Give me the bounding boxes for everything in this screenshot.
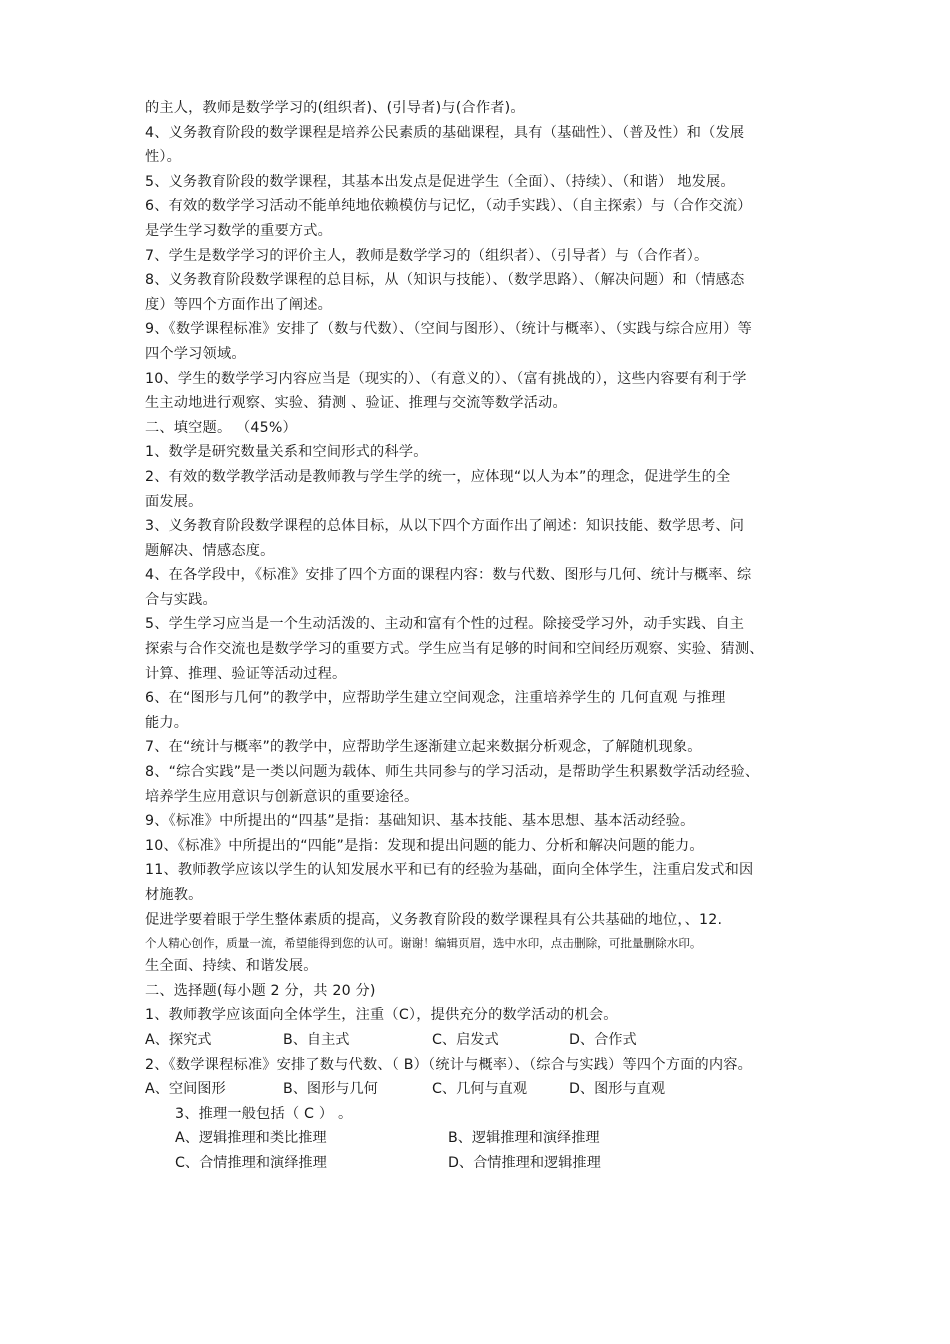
q1-option-c: C、启发式 bbox=[432, 1031, 499, 1048]
q2-options bbox=[145, 1077, 825, 1102]
q1-option-b: B、自主式 bbox=[283, 1031, 350, 1048]
text-line: 能力。 bbox=[145, 714, 189, 731]
text-line: 7、学生是数学学习的评价主人，教师是数学学习的（组织者）、（引导者）与（合作者）。 bbox=[145, 247, 709, 264]
text-line: 材施教。 bbox=[145, 887, 203, 903]
text-line: 题解决、情感态度。 bbox=[145, 542, 275, 559]
text-line: 8、“综合实践”是一类以问题为载体、师生共同参与的学习活动，是帮助学生积累数学活动经验、 bbox=[145, 764, 760, 781]
text-line: 1、数学是研究数量关系和空间形式的科学。 bbox=[145, 444, 428, 461]
text-line: 度）等四个方面作出了阐述。 bbox=[145, 296, 333, 313]
q3-option-b: B、逻辑推理和演绎推理 bbox=[448, 1130, 600, 1147]
text-line: 7、在“统计与概率”的教学中，应帮助学生逐渐建立起来数据分析观念，了解随机现象。 bbox=[145, 739, 702, 756]
text-line: 2、有效的数学教学活动是教师教与学生学的统一，应体现“以人为本”的理念，促进学生的全 bbox=[145, 468, 731, 485]
text-line: 1、教师教学应该面向全体学生，注重（C），提供充分的数学活动的机会。 bbox=[145, 1007, 618, 1024]
text-line: 生全面、持续、和谐发展。 bbox=[145, 958, 318, 975]
q3-text: 3、推理一般包括（ C ） 。 bbox=[175, 1105, 353, 1122]
q3-options-row2 bbox=[145, 1151, 825, 1176]
q2-text: 2、《数学课程标准》安排了数与代数、（ B）（统计与概率）、（综合与实践）等四个方面的内容。 bbox=[145, 1056, 753, 1073]
text-line: 的主人，教师是数学学习的(组织者)、(引导者)与(合作者)。 bbox=[145, 100, 525, 116]
document-page bbox=[145, 96, 825, 1176]
text-line: 四个学习领域。 bbox=[145, 345, 246, 362]
text-line: 性）。 bbox=[145, 149, 182, 166]
q3-options-row1 bbox=[145, 1126, 825, 1151]
text-block-upper bbox=[145, 96, 825, 932]
text-line: 4、义务教育阶段的数学课程是培养公民素质的基础课程，具有（基础性）、（普及性）和（发展 bbox=[145, 124, 745, 141]
text-line: 二、选择题(每小题 2 分，共 20 分) bbox=[145, 982, 376, 999]
text-line: 6、在“图形与几何”的教学中，应帮助学生建立空间观念，注重培养学生的 几何直观 与推理 bbox=[145, 690, 726, 707]
text-line: 8、义务教育阶段数学课程的总目标，从（知识与技能）、（数学思路）、（解决问题）和（情感态 bbox=[145, 272, 745, 289]
text-line: 4、在各学段中，《标准》安排了四个方面的课程内容：数与代数、图形与几何、统计与概率、综 bbox=[145, 567, 752, 584]
q3-option-a: A、逻辑推理和类比推理 bbox=[175, 1130, 327, 1147]
text-line: 5、学生学习应当是一个生动活泼的、主动和富有个性的过程。除接受学习外，动手实践、自主 bbox=[145, 616, 745, 633]
text-line: 计算、推理、验证等活动过程。 bbox=[145, 665, 347, 682]
text-line: 11、教师教学应该以学生的认知发展水平和已有的经验为基础，面向全体学生，注重启发式和因 bbox=[145, 862, 754, 879]
text-line: 6、有效的数学学习活动不能单纯地依赖模仿与记忆，（动手实践）、（自主探索）与（合作交流） bbox=[145, 198, 752, 215]
q1-options bbox=[145, 1028, 825, 1053]
text-line: 5、义务教育阶段的数学课程，其基本出发点是促进学生（全面）、（持续）、（和谐） 地发展。 bbox=[145, 173, 735, 190]
text-line: 9、《数学课程标准》安排了（数与代数）、（空间与图形）、（统计与概率）、（实践与综合应用）等 bbox=[145, 321, 752, 338]
text-line: 3、义务教育阶段数学课程的总体目标，从以下四个方面作出了阐述：知识技能、数学思考、问 bbox=[145, 518, 745, 535]
q3-option-d: D、合情推理和逻辑推理 bbox=[448, 1154, 601, 1171]
watermark-note: 个人精心创作，质量一流，希望能得到您的认可。谢谢！编辑页眉，选中水印，点击删除，可批量删除水印。 bbox=[145, 936, 702, 951]
text-line: 9、《标准》中所提出的“四基”是指：基础知识、基本技能、基本思想、基本活动经验。 bbox=[145, 813, 695, 830]
text-line: 10、《标准》中所提出的“四能”是指：发现和提出问题的能力、分析和解决问题的能力。 bbox=[145, 837, 704, 854]
q1-option-d: D、合作式 bbox=[569, 1031, 637, 1048]
text-line: 探索与合作交流也是数学学习的重要方式。学生应当有足够的时间和空间经历观察、实验、猜测、 bbox=[145, 641, 764, 658]
text-block-lower bbox=[145, 954, 825, 1028]
text-line: 二、填空题。 （45%） bbox=[145, 419, 297, 436]
text-line: 促进学要着眼于学生整体素质的提高，义务教育阶段的数学课程具有公共基础的地位，、12. bbox=[145, 911, 723, 928]
q1-option-a: A、探究式 bbox=[145, 1031, 212, 1048]
q3-option-c: C、合情推理和演绎推理 bbox=[175, 1154, 327, 1171]
text-line: 生主动地进行观察、实验、猜测 、验证、推理与交流等数学活动。 bbox=[145, 395, 567, 412]
text-line: 是学生学习数学的重要方式。 bbox=[145, 222, 333, 239]
text-line: 培养学生应用意识与创新意识的重要途径。 bbox=[145, 788, 419, 805]
q2-option-c: C、几何与直观 bbox=[432, 1081, 528, 1098]
text-line: 10、学生的数学学习内容应当是（现实的）、（有意义的）、（富有挑战的），这些内容要有利于学 bbox=[145, 370, 747, 387]
text-line: 合与实践。 bbox=[145, 591, 217, 608]
q2-option-a: A、空间图形 bbox=[145, 1081, 226, 1098]
text-line: 面发展。 bbox=[145, 493, 203, 510]
q2-option-b: B、图形与几何 bbox=[283, 1081, 378, 1098]
q2-option-d: D、图形与直观 bbox=[569, 1081, 666, 1098]
